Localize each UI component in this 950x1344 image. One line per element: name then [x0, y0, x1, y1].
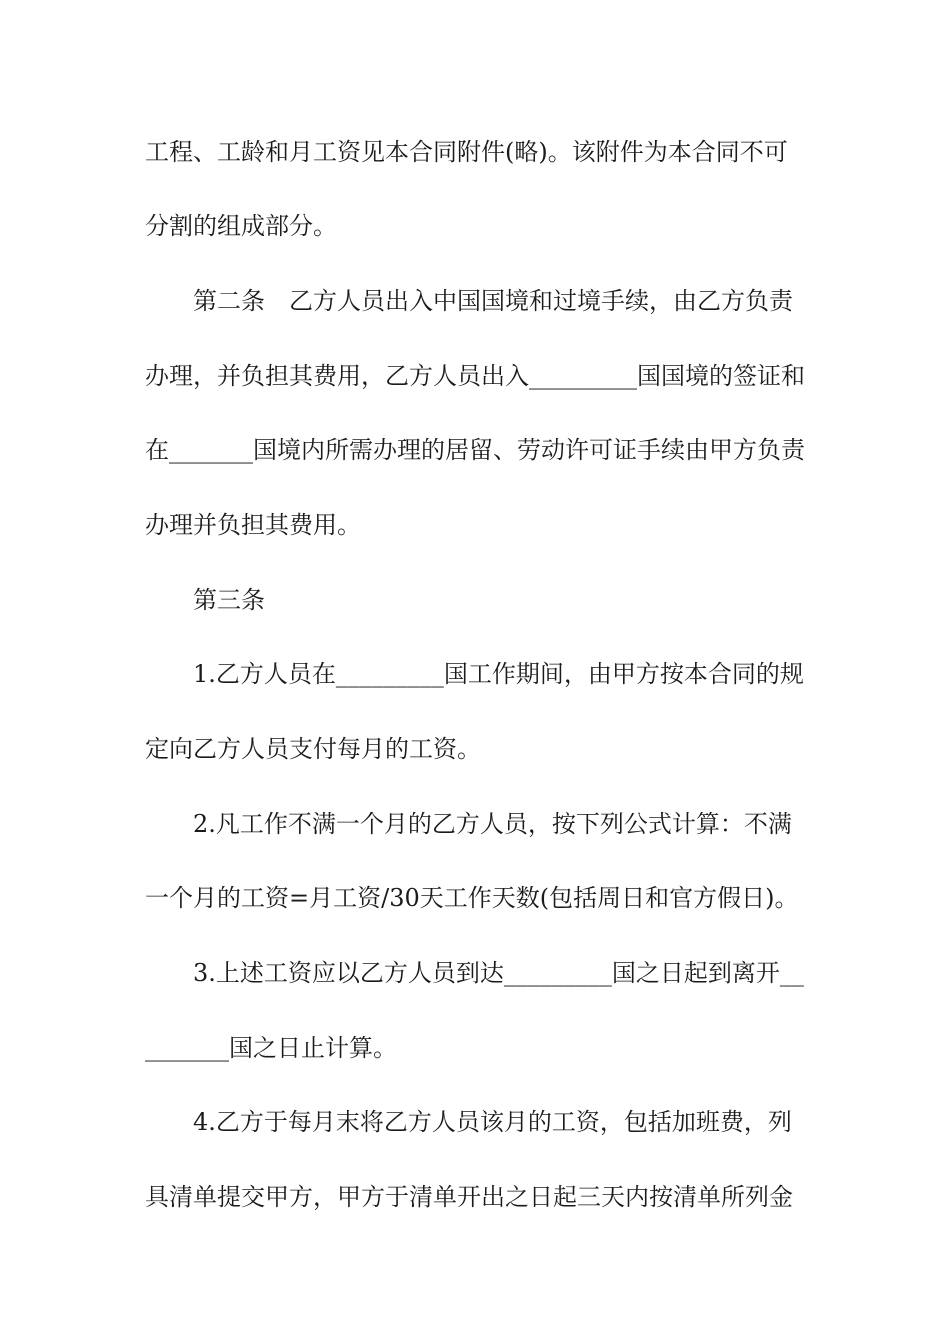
- text-line: 分割的组成部分。: [145, 212, 337, 240]
- text-line: 工程、工龄和月工资见本合同附件(略)。该附件为本合同不可: [145, 138, 788, 166]
- text-line: 定向乙方人员支付每月的工资。: [145, 735, 481, 763]
- clause-1: 1.乙方人员在_________国工作期间，由甲方按本合同的规: [193, 660, 804, 688]
- clause-3: 3.上述工资应以乙方人员到达_________国之日起到离开__: [193, 959, 804, 987]
- text-line: 办理并负担其费用。: [145, 511, 361, 539]
- text-line: _______国之日止计算。: [145, 1034, 397, 1062]
- text-line: 一个月的工资=月工资/30天工作天数(包括周日和官方假日)。: [145, 884, 799, 912]
- clause-2: 2.凡工作不满一个月的乙方人员，按下列公式计算：不满: [193, 810, 792, 838]
- text-line: 在_______国境内所需办理的居留、劳动许可证手续由甲方负责: [145, 436, 805, 464]
- text-line: 办理，并负担其费用，乙方人员出入_________国国境的签证和: [145, 362, 805, 390]
- clause-4: 4.乙方于每月末将乙方人员该月的工资，包括加班费，列: [193, 1108, 792, 1136]
- article-heading-2: 第二条 乙方人员出入中国国境和过境手续，由乙方负责: [193, 287, 793, 315]
- text-line: 具清单提交甲方，甲方于清单开出之日起三天内按清单所列金: [145, 1183, 793, 1211]
- article-heading-3: 第三条: [193, 586, 265, 614]
